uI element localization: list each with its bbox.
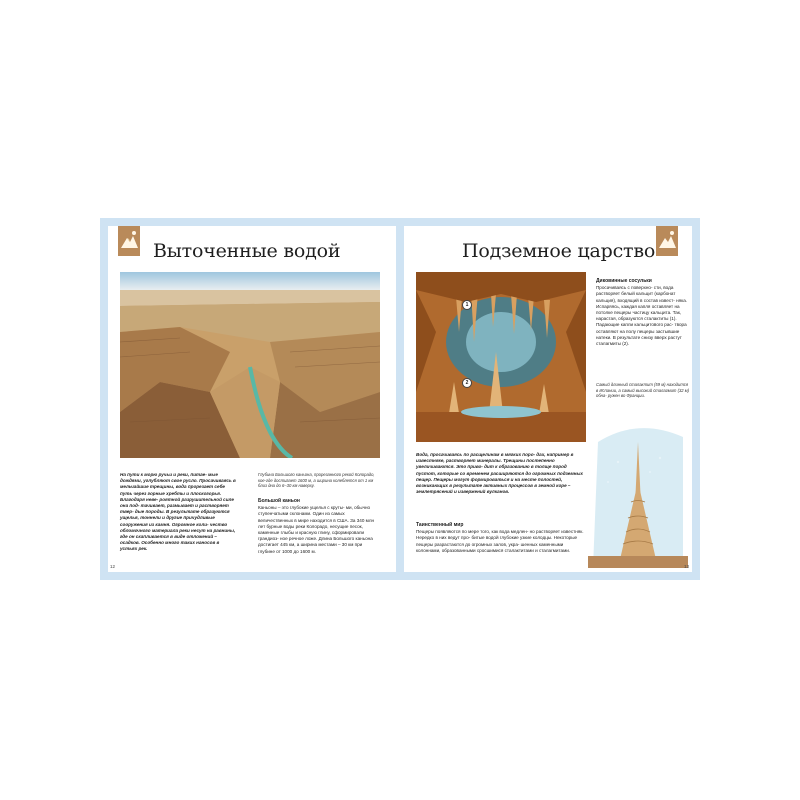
stalagmite-illustration [588,422,688,568]
section-heading: Большой каньон [258,498,300,504]
stalactite-marker: 1 [462,300,472,310]
grand-canyon-illustration [120,272,380,458]
page-number: 13 [684,564,690,569]
section-text: Каньоны – это глубокие ущелья с круты- ми, обычно ступенчатыми склонами. Один из самых величественных в мире находится в США. За 340 млн лет бурные воды реки Колорадо, несущие песок, каменные глыбы и красную глину, сформировали грандиоз- ное речное ложе. Длина Большого каньона достигает 445 км, а ширина местами – 30 км при глубине от 1000 до 1600 м. [258,505,375,554]
page-title: Подземное царство [462,240,656,262]
image-caption: Глубина Большого каньона, прорезанного рекой Колорадо, кое-где достигает 1600 м, а ширина колеблется от 1 км близ дна до 6–30 км наверху. [258,472,375,489]
book-spread [100,218,700,580]
intro-paragraph: На пути к морю ручьи и реки, питае- мые дождями, углубляют свое русло. Просачиваясь в мельчайшие трещины, вода прорезает себе путь через горные хребты и плоскогорья. Благодаря неве- роятной разрушительной силе она под- тачивает, размывает и растворяет твер- дые породы. В результате образуются ущелья, тоннели и другие причудливые сооружения из камня. Огромное коли- чество обломочного материала реки несут на равнины, где он скапливается в виде отложений – осадков. Особенно много таких наносов в устьях рек. [120,472,236,552]
page-title: Выточенные водой [153,240,341,262]
section-heading: Таинственный мир [416,522,464,528]
intro-paragraph: Вода, просачиваясь по расщелинам в мягких поро- дах, например в известняке, растворяет минералы. Трещины постепенно увеличиваются. Это приво- дит к образованию в толще пород пустот, которые со временем расширяются до огромных подземных пещер. Пещеры могут формироваться и на месте полостей, возникающих в результате активных процессов в земной коре – землетрясений и извержений вулканов. [416,452,583,495]
section-grand-canyon [258,498,380,555]
left-page [108,226,396,572]
sidebar-stalactites [596,278,690,347]
sidebar-heading: Диковинные сосульки [596,278,652,284]
mountain-icon [656,226,678,256]
section-mysterious-world [416,522,586,554]
sidebar-text: Просачиваясь с поверхно- сти, вода растворяет белый кальцит (карбонат кальция), входящий в состав извест- няка. Испаряясь, каждая капля оставляет на потолке пещеры частицу кальцита. Так, нарастая, образуются сталактиты (1). Падающие капли кальцитового рас- твора оставляют на полу пещеры застывшие натеки. В результате снизу вверх растут сталагмиты (2). [596,285,688,347]
page-number: 12 [110,564,116,569]
sidebar-caption: Самый длинный сталактит (59 м) находится в Испании, а самый высокий сталагмит (32 м) обна- ружен во Франции. [596,382,690,399]
mountain-icon [118,226,140,256]
right-page [404,226,692,572]
cave-illustration [416,272,586,442]
stalagmite-marker: 2 [462,378,472,388]
section-text: Пещеры появляются по мере того, как вода медлен- но растворяет известняк. Нередко в них ведут про- битые водой глубокие узкие колодцы. Некоторые пещеры разрастаются до огромных залов, укра- шенных каменными колоннами, образованными сросшимися сталактитами и сталагмитами. [416,529,584,553]
